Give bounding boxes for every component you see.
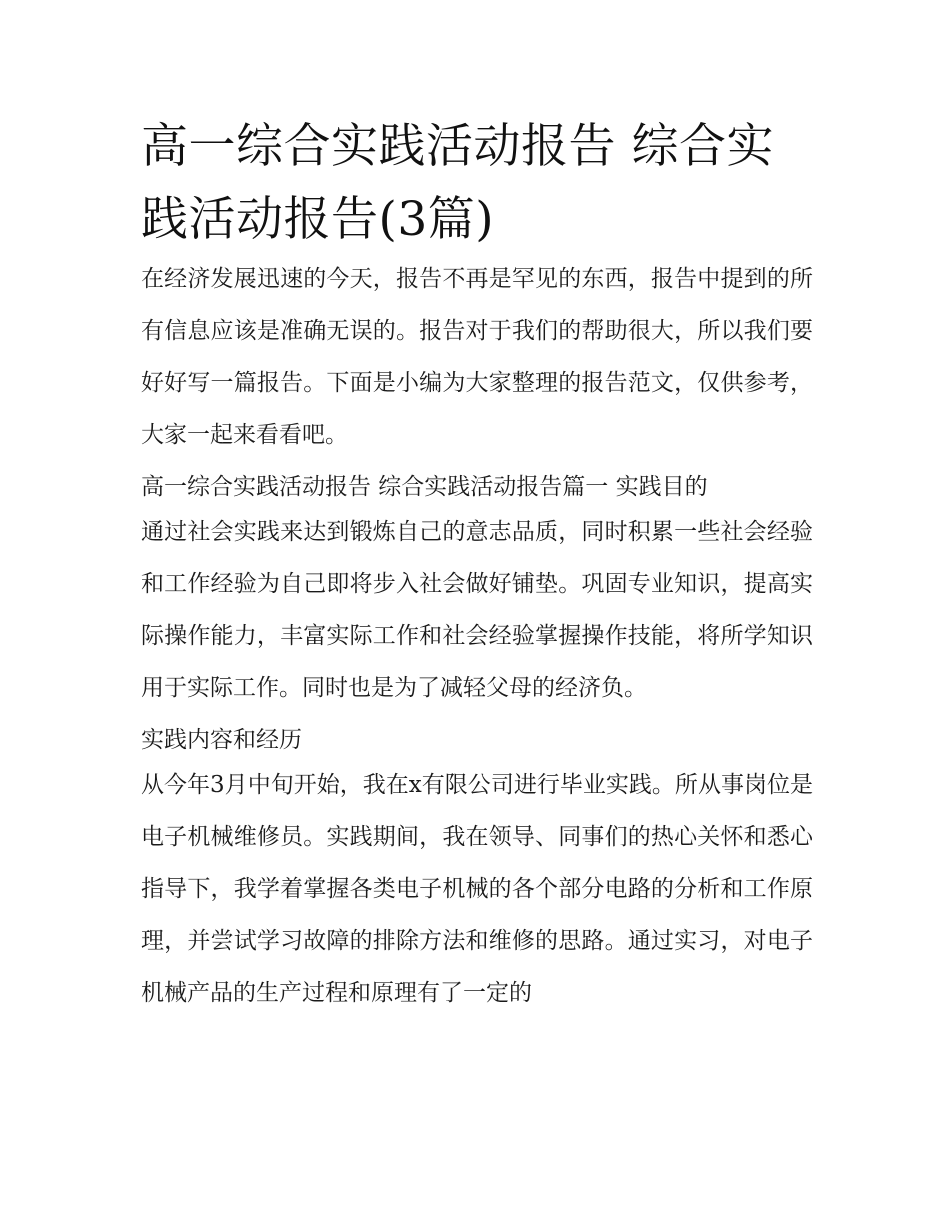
section-heading-practice-goal: 高一综合实践活动报告 综合实践活动报告篇一 实践目的 — [141, 474, 708, 500]
document-content — [141, 110, 813, 1019]
document-title: 高一综合实践活动报告 综合实践活动报告(3篇) — [141, 119, 774, 247]
intro-paragraph: 在经济发展迅速的今天，报告不再是罕见的东西，报告中提到的所有信息应该是准确无误的。报告对于我们的帮助很大，所以我们要好好写一篇报告。下面是小编为大家整理的报告范文，仅供参考，大家一起来看看吧。 — [141, 266, 813, 448]
practice-content-paragraph: 从今年3月中旬开始，我在x有限公司进行毕业实践。所从事岗位是电子机械维修员。实践期间，我在领导、同事们的热心关怀和悉心指导下，我学着掌握各类电子机械的各个部分电路的分析和工作原理，并尝试学习故障的排除方法和维修的思路。通过实习，对电子机械产品的生产过程和原理有了一定的 — [141, 772, 813, 1006]
section-heading-practice-content: 实践内容和经历 — [141, 727, 302, 753]
practice-goal-paragraph: 通过社会实践来达到锻炼自己的意志品质，同时积累一些社会经验和工作经验为自己即将步入社会做好铺垫。巩固专业知识，提高实际操作能力，丰富实际工作和社会经验掌握操作技能，将所学知识用于实际工作。同时也是为了减轻父母的经济负。 — [141, 519, 813, 701]
